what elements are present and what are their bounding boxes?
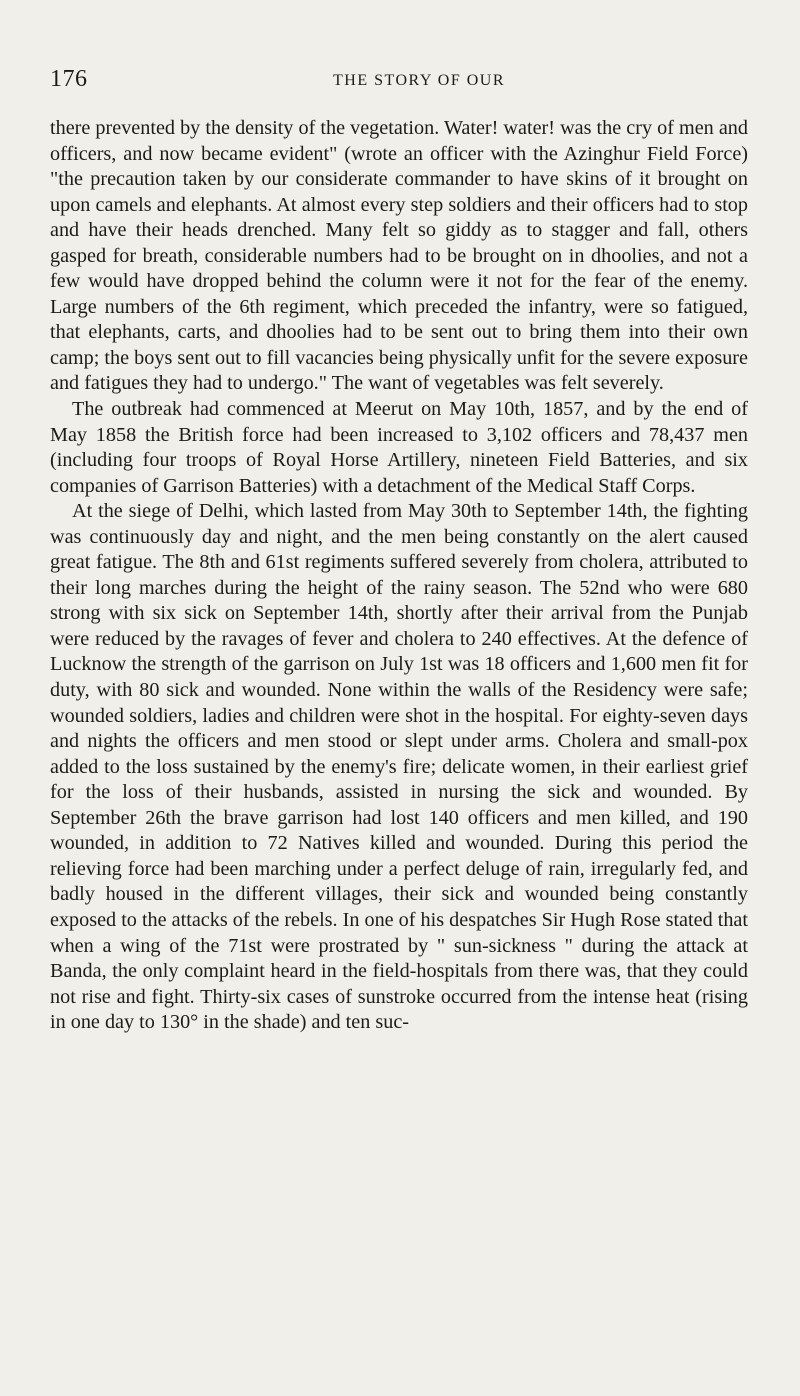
running-title: THE STORY OF OUR [332, 72, 506, 89]
paragraph-outbreak: The outbreak had commenced at Meerut on May 10th, 1857, and by the end of May 1858 the British force had been increased to 3,102 officers and 78,437 men (including four troops of Royal Horse Artillery, nineteen Field Batteries, and six companies of Garrison Batteries) with a detachment of the Medical Staff Corps. [50, 398, 748, 497]
page-number: 176 [50, 66, 88, 92]
paragraph-siege-of-delhi: At the siege of Delhi, which lasted from May 30th to September 14th, the fighting was continuously day and night, and the men being constantly on the alert caused great fatigue. The 8th and 61st regiments suffered severely from cholera, attributed to their long marches during the height of the rainy season. The 52nd who were 680 strong with six sick on September 14th, shortly after their arrival from the Punjab were reduced by the ravages of fever and cholera to 240 effectives. At the defence of Lucknow the strength of the garrison on July 1st was 18 officers and 1,600 men fit for duty, with 80 sick and wounded. None within the walls of the Residency were safe; wounded soldiers, ladies and children were shot in the hospital. For eighty-seven days and nights the officers and men stood or slept under arms. Cholera and small-pox added to the loss sustained by the enemy's fire; delicate women, in their earliest grief for the loss of their husbands, assisted in nursing the sick and wounded. By September 26th the brave garrison had lost 140 officers and men killed, and 190 wounded, in addition to 72 Natives killed and wounded. During this period the relieving force had been marching under a perfect deluge of rain, irregularly fed, and badly housed in the different villages, their sick and wounded being constantly exposed to the attacks of the rebels. In one of his despatches Sir Hugh Rose stated that when a wing of the 71st were prostrated by " sun-sickness " during the attack at Banda, the only complaint heard in the field-hospitals from there was, that they could not rise and fight. Thirty-six cases of sunstroke occurred from the intense heat (rising in one day to 130° in the shade) and ten suc- [50, 500, 748, 1034]
paragraph-continuation: there prevented by the density of the vegetation. Water! water! was the cry of men and officers, and now became evident" (wrote an officer with the Azinghur Field Force) "the precaution taken by our considerate commander to have skins of it brought on upon camels and elephants. At almost every step soldiers and their officers had to stop and have their heads drenched. Many felt so giddy as to stagger and fall, others gasped for breath, considerable numbers had to be brought on in dhoolies, and not a few would have dropped behind the column were it not for the fear of the enemy. Large numbers of the 6th regiment, which preceded the infantry, were so fatigued, that elephants, carts, and dhoolies had to be sent out to bring them into their own camp; the boys sent out to fill vacancies being physically unfit for the severe exposure and fatigues they had to undergo." The want of vegetables was felt severely. [50, 117, 748, 395]
body-text [50, 116, 748, 1036]
running-head [50, 60, 748, 96]
